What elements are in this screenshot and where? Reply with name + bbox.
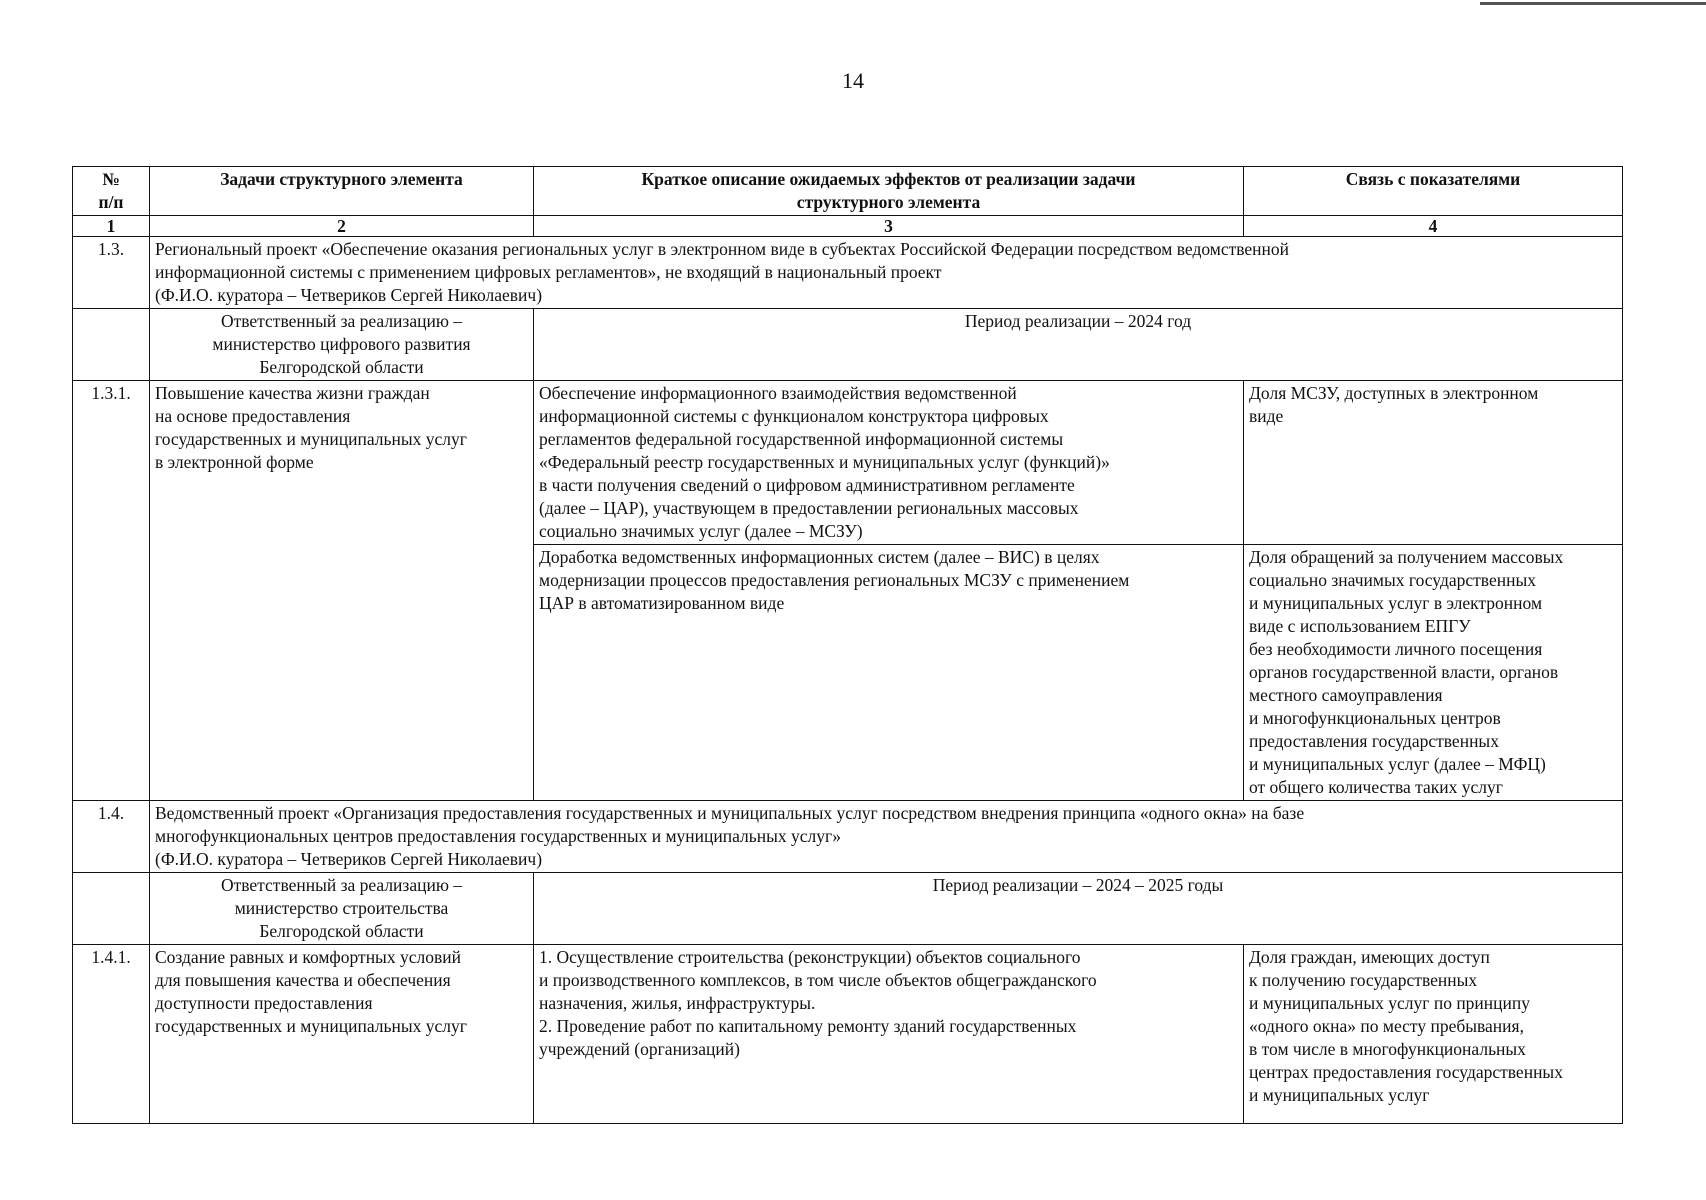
- responsible-row: [73, 309, 1623, 381]
- column-number: 3: [534, 216, 1244, 237]
- task-number: 1.3.1.: [73, 381, 150, 801]
- header-number: № п/п: [73, 167, 150, 216]
- section-row: [73, 801, 1623, 873]
- section-title: Ведомственный проект «Организация предоставления государственных и муниципальных услуг посредством внедрения принципа «одного окна» на базе многофункциональных центров предоставления государственных и муниципальных услуг» (Ф.И.О. куратора – Четвериков Сергей Николаевич): [150, 801, 1623, 873]
- header-indicators: Связь с показателями: [1244, 167, 1623, 216]
- column-number: 1: [73, 216, 150, 237]
- column-number: 4: [1244, 216, 1623, 237]
- header-tasks: Задачи структурного элемента: [150, 167, 534, 216]
- responsible-cell: Ответственный за реализацию – министерство строительства Белгородской области: [150, 873, 534, 945]
- responsible-cell: Ответственный за реализацию – министерство цифрового развития Белгородской области: [150, 309, 534, 381]
- empty-cell: [73, 309, 150, 381]
- period-cell: Период реализации – 2024 год: [534, 309, 1623, 381]
- structural-elements-table: [72, 166, 1623, 1124]
- task-cell: Повышение качества жизни граждан на основе предоставления государственных и муниципальных услуг в электронной форме: [150, 381, 534, 801]
- section-title: Региональный проект «Обеспечение оказания региональных услуг в электронном виде в субъектах Российской Федерации посредством ведомственной информационной системы с применением цифровых регламентов», не входящий в национальный проект (Ф.И.О. куратора – Четвериков Сергей Николаевич): [150, 237, 1623, 309]
- effect-cell: 1. Осуществление строительства (реконструкции) объектов социального и производственного комплексов, в том числе объектов общегражданского назначения, жилья, инфраструктуры. 2. Проведение работ по капитальному ремонту зданий государственных учреждений (организаций): [534, 945, 1244, 1124]
- table-header-row: [73, 167, 1623, 216]
- responsible-row: [73, 873, 1623, 945]
- section-number: 1.4.: [73, 801, 150, 873]
- indicator-cell: Доля граждан, имеющих доступ к получению государственных и муниципальных услуг по принципу «одного окна» по месту пребывания, в том числе в многофункциональных центрах предоставления государственных и муниципальных услуг: [1244, 945, 1623, 1124]
- indicator-cell: Доля обращений за получением массовых социально значимых государственных и муниципальных услуг в электронном виде с использованием ЕПГУ без необходимости личного посещения органов государственной власти, органов местного самоуправления и многофункциональных центров предоставления государственных и муниципальных услуг (далее – МФЦ) от общего количества таких услуг: [1244, 545, 1623, 801]
- section-row: [73, 237, 1623, 309]
- header-effects: Краткое описание ожидаемых эффектов от реализации задачи структурного элемента: [534, 167, 1244, 216]
- column-numbers-row: [73, 216, 1623, 237]
- task-row: [73, 381, 1623, 545]
- task-row: [73, 945, 1623, 1124]
- period-cell: Период реализации – 2024 – 2025 годы: [534, 873, 1623, 945]
- task-number: 1.4.1.: [73, 945, 150, 1124]
- effect-cell: Обеспечение информационного взаимодействия ведомственной информационной системы с функционалом конструктора цифровых регламентов федеральной государственной информационной системы «Федеральный реестр государственных и муниципальных услуг (функций)» в части получения сведений о цифровом административном регламенте (далее – ЦАР), участвующем в предоставлении региональных массовых социально значимых услуг (далее – МСЗУ): [534, 381, 1244, 545]
- page-number: 14: [842, 68, 864, 93]
- indicator-cell: Доля МСЗУ, доступных в электронном виде: [1244, 381, 1623, 545]
- section-number: 1.3.: [73, 237, 150, 309]
- task-cell: Создание равных и комфортных условий для повышения качества и обеспечения доступности предоставления государственных и муниципальных услуг: [150, 945, 534, 1124]
- effect-cell: Доработка ведомственных информационных систем (далее – ВИС) в целях модернизации процессов предоставления региональных МСЗУ с применением ЦАР в автоматизированном виде: [534, 545, 1244, 801]
- empty-cell: [73, 873, 150, 945]
- scan-edge-line: [1480, 2, 1706, 5]
- column-number: 2: [150, 216, 534, 237]
